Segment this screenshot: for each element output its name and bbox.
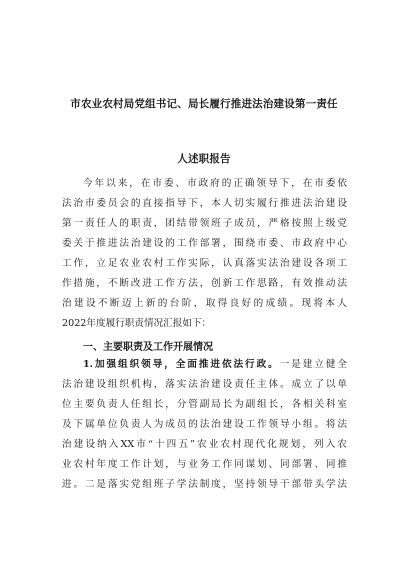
paragraph-1-line: 治建设不断迈上新的台阶，取得良好的成绩。现将本人 xyxy=(62,298,347,309)
paragraph-1-line: 法治市委员会的直接指导下，本人切实履行推进法治建设 xyxy=(62,198,347,209)
paragraph-2-line: 进。二是落实党组班子学法制度，坚持领导干部带头学法 xyxy=(62,479,347,490)
paragraph-1-line: 第一责任人的职责，团结带领班子成员，严格按照上级党 xyxy=(62,218,347,229)
paragraph-1-line: 2022年度履行职责情况汇报如下： xyxy=(62,318,212,329)
document-title-line-1: 市农业农村局党组书记、局长履行推进法治建设第一责任 xyxy=(70,98,338,110)
paragraph-2-first-line xyxy=(83,358,347,371)
document-title-line-2: 人述职报告 xyxy=(177,153,231,165)
paragraph-2-line: 法治建设组织机构，落实法治建设责任主体。成立了以单 xyxy=(62,379,347,390)
paragraph-2-line: 及下属单位负责人为成员的法治建设工作领导小组。将法 xyxy=(62,419,347,430)
paragraph-1-line: 委关于推进法治建设的工作部署，围绕市委、市政府中心 xyxy=(62,238,347,249)
subsection-1-heading: 1.加强组织领导，全面推进依法行政。 xyxy=(83,359,280,370)
paragraph-1-line: 作措施，不断改进工作方法，创新工作思路，有效推动法 xyxy=(62,278,347,289)
paragraph-1-line: 今年以来，在市委、市政府的正确领导下，在市委依 xyxy=(83,178,347,189)
paragraph-2-line: 位主要负责人任组长，分管副局长为副组长，各相关科室 xyxy=(62,399,347,410)
paragraph-1-line: 工作，立足农业农村工作实际，认真落实法治建设各项工 xyxy=(62,258,347,269)
section-1-heading: 一、主要职责及工作开展情况 xyxy=(83,342,213,353)
paragraph-2-line: 业农村年度工作计划，与业务工作同谋划、同部署、同推 xyxy=(62,459,347,470)
paragraph-2-line: 治建设纳入XX市“十四五”农业农村现代化规划，列入农 xyxy=(62,439,347,450)
paragraph-2-line: 一是建立健全 xyxy=(279,359,348,370)
